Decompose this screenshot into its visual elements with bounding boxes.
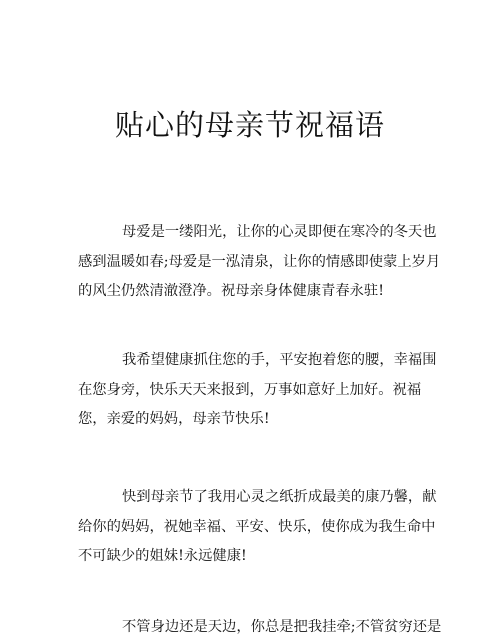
- paragraph-line: 给你的妈妈，祝她幸福、平安、快乐，使你成为我生命中: [78, 518, 436, 535]
- paragraph-line: 感到温暖如春;母爱是一泓清泉，让你的情感即使蒙上岁月: [78, 253, 441, 270]
- paragraph-line: 的风尘仍然清澈澄净。祝母亲身体健康青春永驻!: [78, 283, 384, 299]
- paragraph-line: 我希望健康抓住您的手，平安抱着您的腰，幸福围: [122, 352, 437, 368]
- document-title: 贴心的母亲节祝福语: [114, 108, 385, 143]
- paragraph-3: [78, 483, 437, 572]
- paragraph-line: 快到母亲节了我用心灵之纸折成最美的康乃馨，献: [122, 489, 437, 505]
- paragraph-1: [78, 218, 441, 307]
- paragraph-line: 您，亲爱的妈妈，母亲节快乐!: [78, 411, 270, 427]
- paragraph-4: [78, 613, 442, 643]
- paragraph-line: 在您身旁，快乐天天来报到，万事如意好上加好。祝福: [78, 381, 422, 398]
- paragraph-2: [78, 346, 437, 435]
- paragraph-line: 不可缺少的姐妹!永远健康!: [78, 548, 247, 564]
- paragraph-line: 不管身边还是天边，你总是把我挂牵;不管贫穷还是: [122, 619, 442, 635]
- paragraph-line: 母爱是一缕阳光，让你的心灵即便在寒冷的冬天也: [122, 224, 437, 240]
